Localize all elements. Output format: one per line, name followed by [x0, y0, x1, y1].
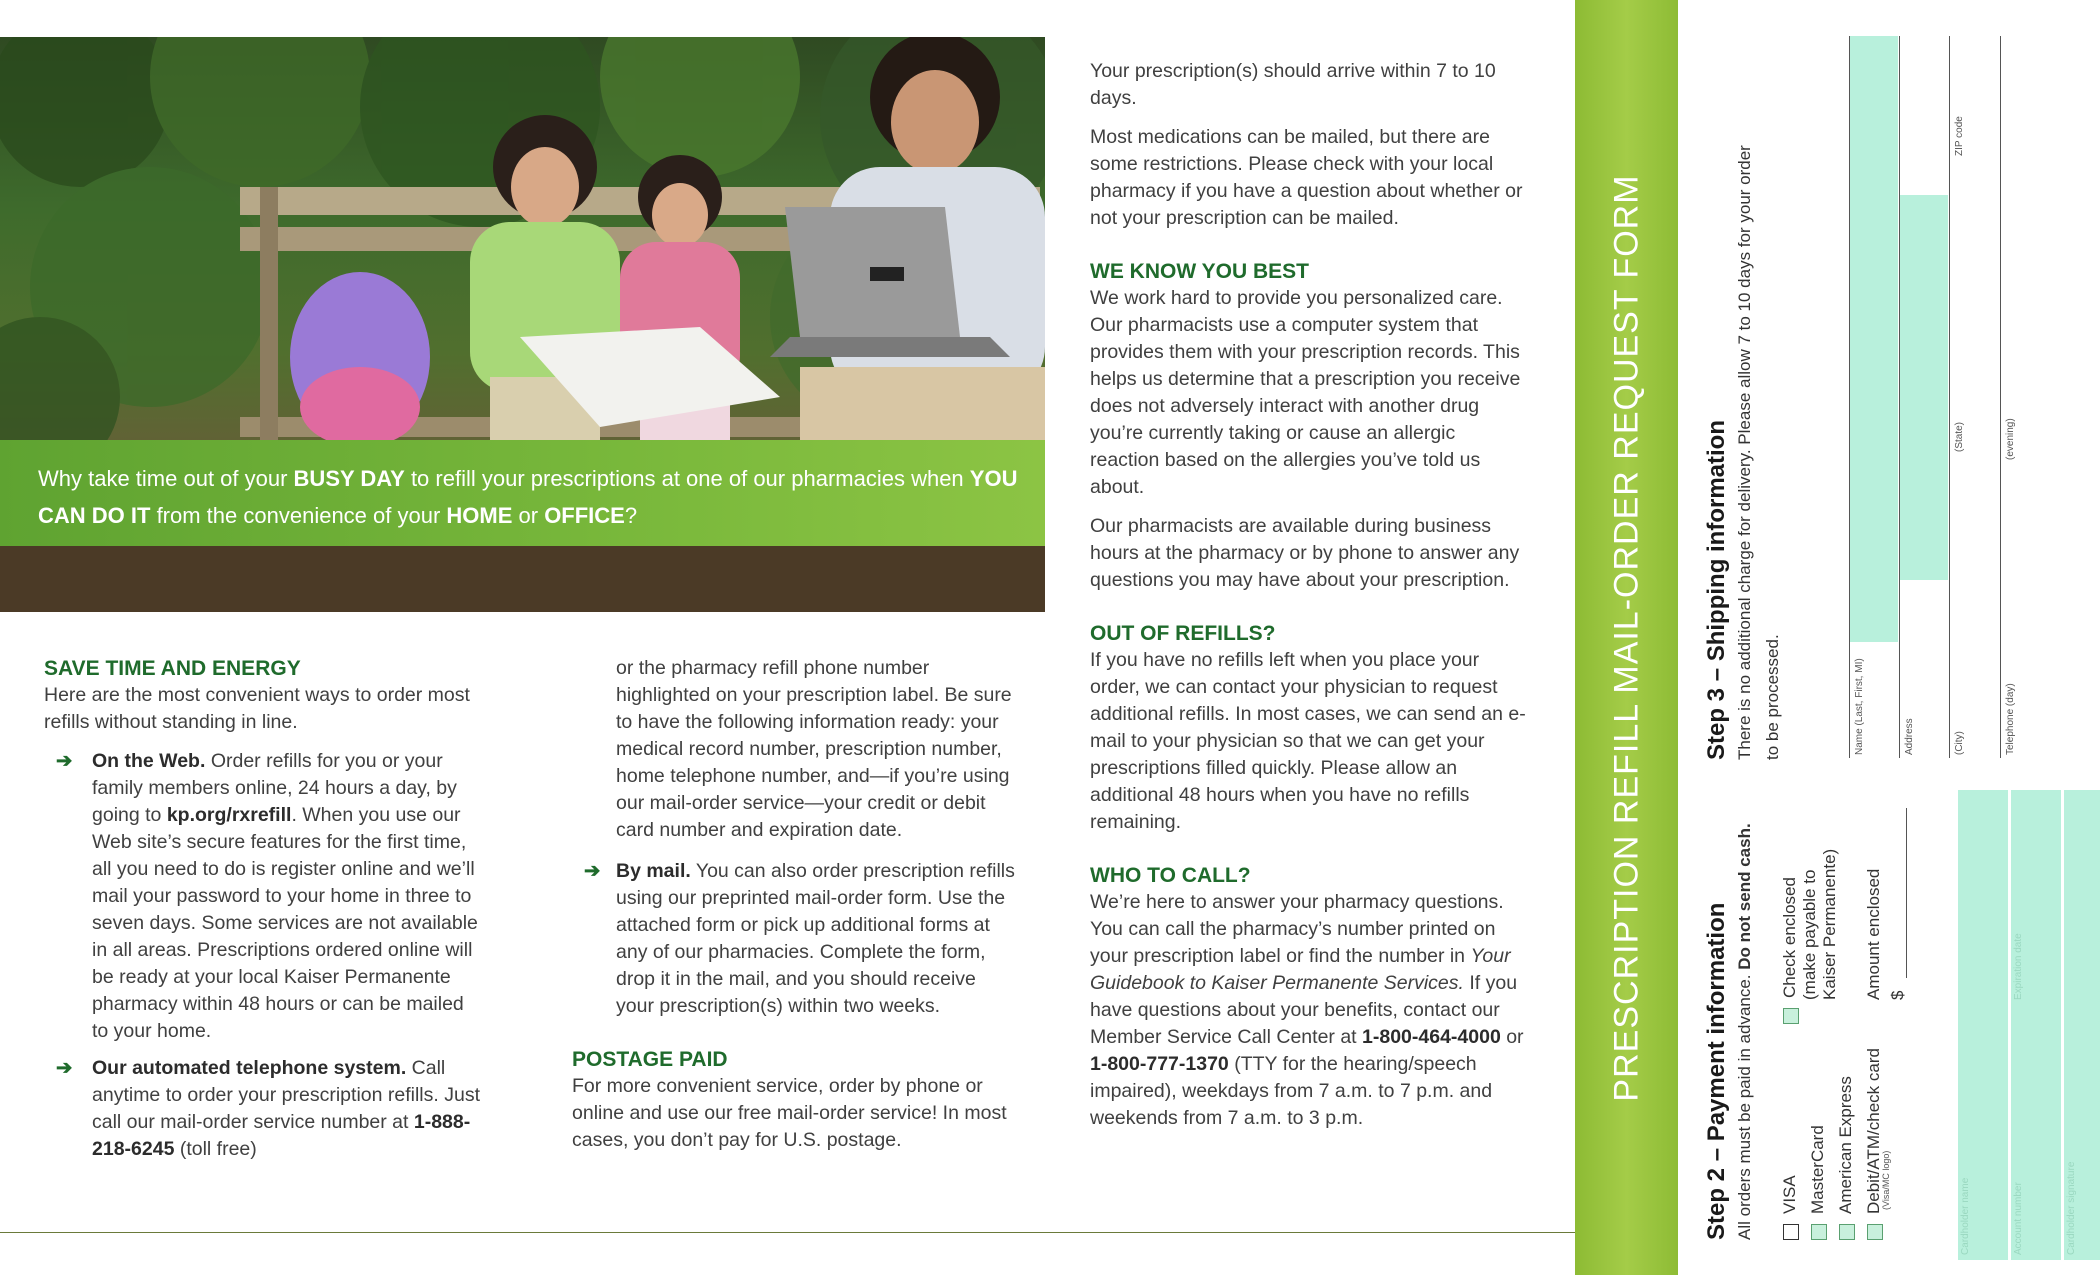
mastercard-label: MasterCard [1808, 1125, 1827, 1214]
zip-label: ZIP code [1954, 116, 1965, 156]
amex-label: American Express [1836, 1076, 1855, 1214]
check-payable-line: (make payable to [1800, 869, 1819, 1000]
column-info [1090, 58, 1530, 1144]
step2-note [1735, 823, 1755, 1240]
dollar-sign: $ [1888, 990, 1907, 1000]
continued-paragraph: or the pharmacy refill phone number highlighted on your prescription label. Be sure to have the following information ready: your medical record number, prescription number, home telephone number, and—if you’re using our mail-order service—your credit or debit card number and expiration date. [616, 657, 1012, 841]
arrow-icon: ➔ [56, 750, 73, 772]
debit-sublabel: (Visa/MC logo) [1881, 1150, 1891, 1210]
who-text-end: (TTY for the hearing/speech impaired), weekdays from 7 a.m. to 7 p.m. and weekends from 7 a.m. to 3 p.m. [1090, 1053, 1493, 1129]
heading-save-time: SAVE TIME AND ENERGY [44, 657, 301, 680]
visa-checkbox[interactable] [1783, 1224, 1799, 1240]
cardholder-signature-label: Cardholder signature [2066, 1161, 2077, 1255]
mastercard-checkbox[interactable] [1811, 1224, 1827, 1240]
who-text: We’re here to answer your pharmacy questions. You can call the pharmacy’s number printed on your prescription label or find the number in [1090, 891, 1504, 967]
address-field[interactable] [1900, 195, 1948, 580]
phone-number: 1-888-218-6245 [92, 1111, 471, 1160]
option-amex[interactable] [1836, 1076, 1856, 1240]
phone-suffix: (toll free) [174, 1138, 257, 1160]
heading-postage-paid: POSTAGE PAID [572, 1048, 728, 1071]
know-paragraph: We work hard to provide you personalized care. Our pharmacists use a computer system that provides them with your prescription records. This helps us determine that a prescription you receive does not adversely interact with another drug you’re currently taking or cause an allergic reaction based on the allergies you’ve told us about. [1090, 287, 1521, 498]
option-check[interactable] [1780, 877, 1800, 1024]
intro-paragraph: Here are the most convenient ways to order most refills without standing in line. [44, 684, 470, 733]
arrive-paragraph: Your prescription(s) should arrive within 7 to 10 days. [1090, 60, 1496, 109]
mail-order-form [1678, 0, 2100, 1275]
headline-banner [0, 440, 1045, 546]
website-link[interactable]: kp.org/rxrefill [166, 804, 292, 826]
column-continued [572, 655, 1017, 1166]
who-or: or [1500, 1026, 1524, 1048]
debit-checkbox[interactable] [1867, 1224, 1883, 1240]
name-label: Name (Last, First, MI) [1854, 658, 1865, 755]
option-debit[interactable] [1864, 1048, 1884, 1240]
step2-title: Step 2 – Payment information [1703, 902, 1730, 1240]
check-label: Check enclosed [1780, 877, 1799, 998]
member-service-number: 1-800-464-4000 [1362, 1026, 1501, 1048]
bullet-label-web: On the Web. [92, 750, 206, 772]
step2-note-text: All orders must be paid in advance. [1735, 969, 1754, 1240]
who-paragraph [1090, 889, 1530, 1132]
restrictions-paragraph: Most medications can be mailed, but there are some restrictions. Please check with your local pharmacy if you have a question about whether or not your prescription can be mailed. [1090, 126, 1523, 229]
column-save-time [44, 655, 484, 1173]
telephone-evening-label: (evening) [2005, 418, 2016, 460]
telephone-line [2000, 36, 2001, 758]
option-visa[interactable] [1780, 1175, 1800, 1240]
debit-label: Debit/ATM/check card [1864, 1048, 1883, 1214]
bullet-mail [572, 858, 1017, 1020]
visa-label: VISA [1780, 1175, 1799, 1214]
form-title: PRESCRIPTION REFILL MAIL-ORDER REQUEST FORM [1607, 173, 1645, 1102]
telephone-day-label: Telephone (day) [2005, 683, 2016, 755]
step3-note-cont: to be processed. [1763, 634, 1782, 760]
form-title-strip [1575, 0, 1678, 1275]
arrow-icon: ➔ [584, 860, 601, 882]
tty-number: 1-800-777-1370 [1090, 1053, 1229, 1075]
heading-we-know-you-best: WE KNOW YOU BEST [1090, 260, 1309, 283]
amex-checkbox[interactable] [1839, 1224, 1855, 1240]
amount-label: Amount enclosed [1864, 868, 1883, 1000]
city-label: (City) [1954, 731, 1965, 755]
bullet-label-mail: By mail. [616, 860, 691, 882]
amount-line [1906, 808, 1907, 978]
banner-text: Why take time out of your BUSY DAY to refill your prescriptions at one of our pharmacies when YOU CAN DO IT from the convenience of your HOME or OFFICE? [38, 466, 1018, 528]
who-text-cont: If you have questions about your benefits, contact our Member Service Call Center at [1090, 972, 1518, 1048]
city-line [1949, 36, 1950, 758]
postage-paragraph: For more convenient service, order by phone or online and use our free mail-order service! In most cases, you don’t pay for U.S. postage. [572, 1075, 1007, 1151]
heading-out-of-refills: OUT OF REFILLS? [1090, 622, 1276, 645]
mail-text: You can also order prescription refills using our preprinted mail-order form. Use the attached form or pick up additional forms at any of our pharmacies. Complete the form, drop it in the mail, and you should receive your prescription(s) within two weeks. [616, 860, 1015, 1017]
no-cash-notice: Do not send cash. [1735, 823, 1754, 970]
step3-title: Step 3 – Shipping information [1703, 419, 1730, 760]
state-label: (State) [1954, 421, 1965, 452]
family-photo [0, 37, 1045, 612]
web-text: Order refills for you or your family members online, 24 hours a day, by going to [92, 750, 457, 826]
bullet-phone [44, 1055, 484, 1163]
arrow-icon: ➔ [56, 1057, 73, 1079]
account-number-label: Account number [2013, 1182, 2024, 1255]
available-paragraph: Our pharmacists are available during business hours at the pharmacy or by phone to answer any questions you may have about your prescription. [1090, 515, 1520, 591]
bullet-web [44, 748, 484, 1045]
out-paragraph: If you have no refills left when you place your order, we can contact your physician to request additional refills. In most cases, we can send an e-mail to your physician so that we can get your prescriptions filled quickly. Please allow an additional 48 hours when you have no refills remaining. [1090, 649, 1526, 833]
bullet-label-phone: Our automated telephone system. [92, 1057, 407, 1079]
web-text-cont: . When you use our Web site’s secure features for the first time, all you need to do is register online and we’ll mail your password to your home in three to seven days. Some services are not available in all areas. Prescriptions ordered online will be ready at your local Kaiser Permanente pharmacy within 48 hours or can be mailed to your home. [92, 804, 478, 1042]
phone-text: Call anytime to order your prescription refills. Just call our mail-order service number at [92, 1057, 480, 1133]
name-field[interactable] [1850, 36, 1898, 642]
cardholder-name-label: Cardholder name [1960, 1177, 1971, 1255]
expiration-date-label: Expiration date [2013, 933, 2024, 1000]
guidebook-title: Your Guidebook to Kaiser Permanente Services. [1090, 945, 1511, 994]
heading-who-to-call: WHO TO CALL? [1090, 864, 1251, 887]
step3-note: There is no additional charge for delivery. Please allow 7 to 10 days for your order [1735, 145, 1754, 760]
check-payee-line: Kaiser Permanente) [1820, 848, 1839, 1000]
option-mastercard[interactable] [1808, 1125, 1828, 1240]
address-label: Address [1904, 718, 1915, 755]
spacer [1784, 790, 1789, 1190]
footer-divider [0, 1232, 1575, 1233]
